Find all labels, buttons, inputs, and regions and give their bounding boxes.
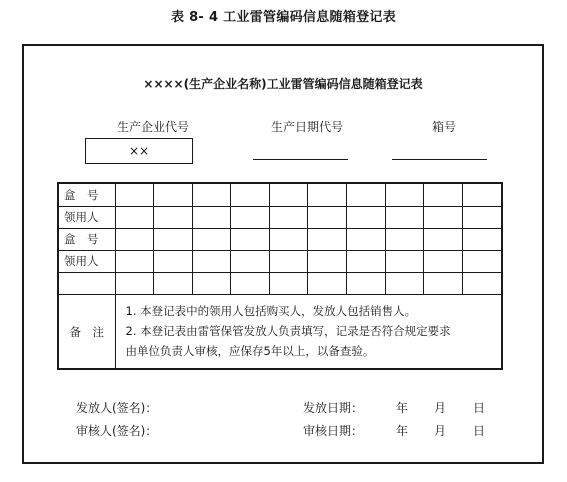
reviewer-signature-label: 审核人(签名)： [76, 424, 158, 438]
date-code-label: 生产日期代号 [271, 120, 344, 134]
grid-cell [308, 250, 347, 272]
grid-cell [192, 250, 231, 272]
grid-cell [231, 250, 270, 272]
grid-row [59, 184, 501, 206]
grid-cell [462, 206, 501, 228]
grid-cell [192, 228, 231, 250]
issuer-signature-label: 发放人(签名)： [76, 401, 158, 415]
box-number-label: 箱号 [432, 120, 457, 134]
form-frame [22, 44, 544, 464]
issue-month-label: 月 [434, 401, 447, 415]
grid-cell [308, 206, 347, 228]
grid-cell [269, 250, 308, 272]
grid-cell [231, 206, 270, 228]
review-day-label: 日 [473, 424, 486, 438]
grid-cell [154, 206, 193, 228]
grid-cell [424, 228, 463, 250]
grid-cell [231, 272, 270, 294]
grid-cell [308, 272, 347, 294]
grid-cell [347, 206, 386, 228]
grid-cell [192, 206, 231, 228]
remarks-line: 由单位负责人审核，应保存5年以上，以备查验。 [125, 343, 375, 358]
grid-cell [385, 250, 424, 272]
grid-cell [462, 228, 501, 250]
grid-cell [269, 184, 308, 206]
issue-day-label: 日 [473, 401, 486, 415]
grid-cell [115, 206, 154, 228]
grid-cell [462, 250, 501, 272]
grid-cell [192, 184, 231, 206]
remarks-label: 备 注 [59, 294, 115, 370]
grid-cell [269, 228, 308, 250]
producer-code-box: ×× [85, 138, 193, 164]
grid-cell [115, 272, 154, 294]
date-code-underline [253, 159, 348, 160]
registration-grid [57, 182, 503, 370]
grid-cell [424, 250, 463, 272]
grid-cell [462, 184, 501, 206]
remarks-text [115, 294, 501, 370]
grid-cell [347, 228, 386, 250]
grid-cell [308, 184, 347, 206]
review-year-label: 年 [396, 424, 409, 438]
grid-row [59, 272, 501, 294]
remarks-line: 1. 本登记表中的领用人包括购买人，发放人包括销售人。 [125, 303, 417, 318]
grid-cell [385, 228, 424, 250]
form-title: ××××(生产企业名称)工业雷管编码信息随箱登记表 [143, 77, 423, 91]
row-label: 盒 号 [59, 184, 115, 206]
remarks-row [59, 294, 501, 370]
grid-row [59, 206, 501, 228]
grid-cell [269, 206, 308, 228]
remarks-line: 2. 本登记表由雷管保管发放人负责填写，记录是否符合规定要求 [125, 323, 451, 338]
grid-row [59, 228, 501, 250]
producer-code-label: 生产企业代号 [117, 120, 190, 134]
row-label: 领用人 [59, 206, 115, 228]
grid-cell [154, 250, 193, 272]
grid-cell [115, 184, 154, 206]
grid-cell [347, 250, 386, 272]
grid-cell [192, 272, 231, 294]
row-label: 盒 号 [59, 228, 115, 250]
row-label [59, 272, 115, 294]
grid-cell [462, 272, 501, 294]
registration-table [59, 184, 501, 370]
grid-cell [385, 272, 424, 294]
grid-cell [231, 184, 270, 206]
grid-cell [154, 184, 193, 206]
row-label: 领用人 [59, 250, 115, 272]
grid-cell [347, 272, 386, 294]
grid-cell [385, 206, 424, 228]
grid-cell [347, 184, 386, 206]
review-month-label: 月 [434, 424, 447, 438]
grid-cell [115, 228, 154, 250]
grid-cell [154, 228, 193, 250]
issue-year-label: 年 [396, 401, 409, 415]
grid-cell [231, 228, 270, 250]
review-date-label: 审核日期： [303, 424, 364, 438]
grid-cell [424, 272, 463, 294]
grid-cell [385, 184, 424, 206]
box-number-underline [392, 159, 487, 160]
issue-date-label: 发放日期： [303, 401, 364, 415]
grid-cell [308, 228, 347, 250]
grid-cell [424, 206, 463, 228]
grid-cell [154, 272, 193, 294]
table-caption: 表 8- 4 工业雷管编码信息随箱登记表 [170, 10, 397, 25]
grid-cell [269, 272, 308, 294]
grid-cell [424, 184, 463, 206]
grid-cell [115, 250, 154, 272]
grid-row [59, 250, 501, 272]
